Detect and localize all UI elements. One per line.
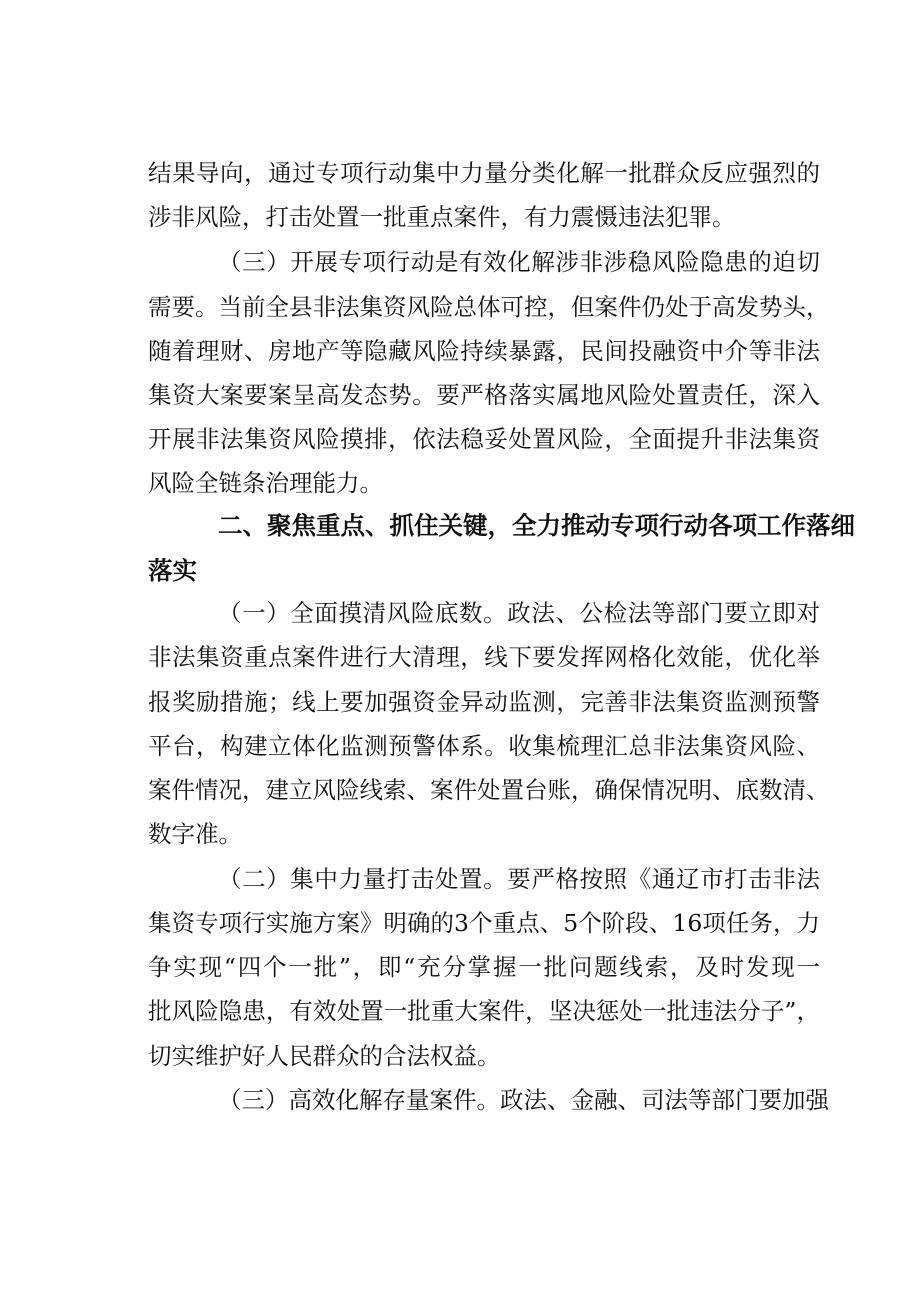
paragraph-line: 集资专项行实施方案》明确的3个重点、5个阶段、16项任务，力 <box>148 909 820 937</box>
paragraph-line: （一）全面摸清风险底数。政法、公检法等部门要立即对 <box>218 599 820 627</box>
paragraph-line: 集资大案要案呈高发态势。要严格落实属地风险处置责任，深入 <box>148 381 820 409</box>
paragraph-line: 开展非法集资风险摸排，依法稳妥处置风险，全面提升非法集资 <box>148 425 820 453</box>
paragraph-line: （三）开展专项行动是有效化解涉非涉稳风险隐患的迫切 <box>218 248 820 276</box>
paragraph-line: 非法集资重点案件进行大清理，线下要发挥网格化效能，优化举 <box>148 643 820 671</box>
paragraph-line: 案件情况，建立风险线索、案件处置台账，确保情况明、底数清、 <box>148 776 830 804</box>
paragraph-line: 涉非风险，打击处置一批重点案件，有力震慑违法犯罪。 <box>148 203 736 231</box>
paragraph-line: 风险全链条治理能力。 <box>148 469 383 497</box>
paragraph-line: 需要。当前全县非法集资风险总体可控，但案件仍处于高发势头， <box>148 293 830 321</box>
section-heading: 落实 <box>148 556 197 585</box>
paragraph-line: 切实维护好人民群众的合法权益。 <box>148 1042 501 1070</box>
paragraph-line: 平台，构建立体化监测预警体系。收集梳理汇总非法集资风险、 <box>148 732 820 760</box>
paragraph-line: 结果导向，通过专项行动集中力量分类化解一批群众反应强烈的 <box>148 159 820 187</box>
paragraph-line: 报奖励措施；线上要加强资金异动监测，完善非法集资监测预警 <box>148 688 820 716</box>
paragraph-line: （三）高效化解存量案件。政法、金融、司法等部门要加强 <box>218 1086 829 1114</box>
paragraph-line: 批风险隐患，有效处置一批重大案件，坚决惩处一批违法分子”， <box>148 997 820 1025</box>
paragraph-line: 随着理财、房地产等隐藏风险持续暴露，民间投融资中介等非法 <box>148 337 820 365</box>
paragraph-line: （二）集中力量打击处置。要严格按照《通辽市打击非法 <box>218 865 820 893</box>
section-heading: 二、聚焦重点、抓住关键，全力推动专项行动各项工作落细 <box>218 511 855 540</box>
paragraph-line: 数字准。 <box>148 820 242 848</box>
paragraph-line: 争实现“四个一批”，即“充分掌握一批问题线索，及时发现一 <box>148 953 820 981</box>
